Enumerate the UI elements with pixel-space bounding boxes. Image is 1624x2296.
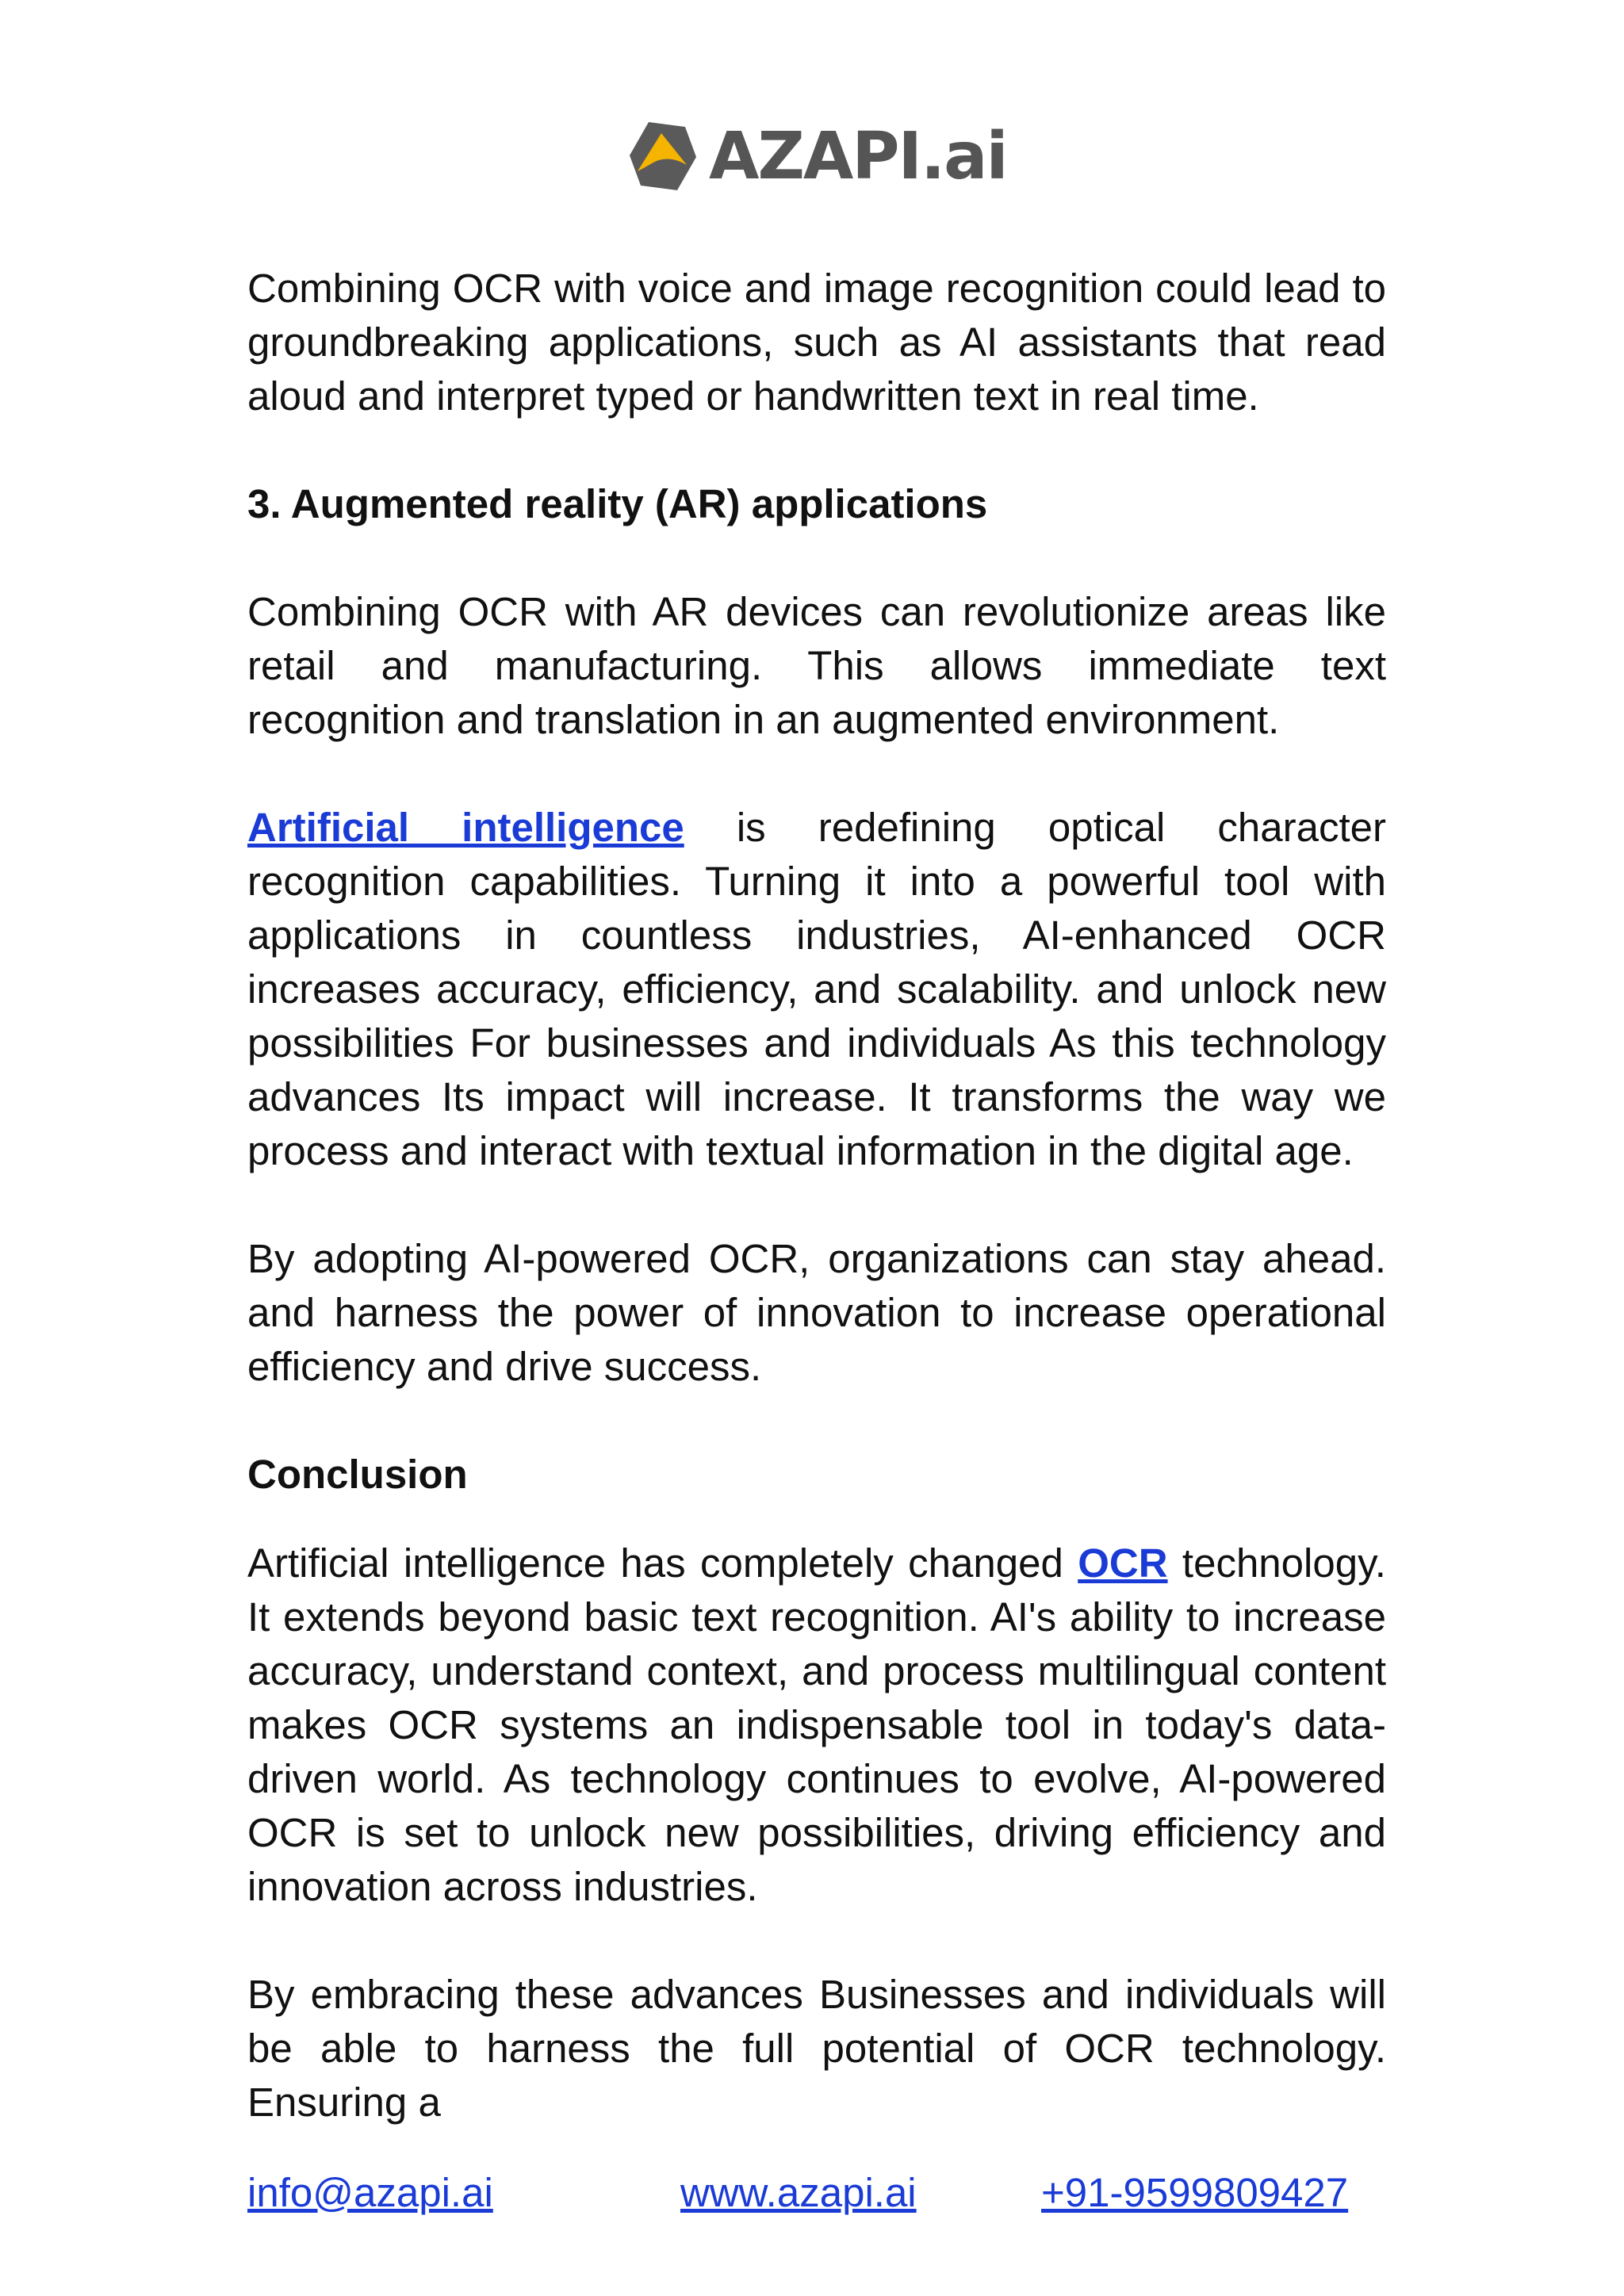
paragraph-conclusion <box>247 1536 1386 1914</box>
paragraph-embracing: By embracing these advances Businesses and individuals will be able to harness the full potential of OCR technology. Ensuring a <box>247 1972 1386 2125</box>
email-link[interactable]: info@azapi.ai <box>247 2170 493 2215</box>
document-body <box>247 262 1386 2183</box>
brand-name: AZAPI.ai <box>709 119 1007 194</box>
phone-link[interactable]: +91-9599809427 <box>1041 2170 1349 2215</box>
paragraph-ai-redefining-text: is redefining optical character recognition capabilities. Turning it into a powerful tool with applications in countless industries, AI-enhanced OCR increases accuracy, efficiency, and scalability. and unlock new possibilities For businesses and individuals As this technology advances Its impact will increase. It transforms the way we process and interact with textual information in the digital age. <box>247 805 1386 1173</box>
ocr-link[interactable]: OCR <box>1078 1540 1168 1586</box>
paragraph-conclusion-text-end: technology. It extends beyond basic text recognition. AI's ability to increase accuracy, understand context, and process multilingual content makes OCR systems an indispensable tool in today's data-driven world. As technology continues to evolve, AI-powered OCR is set to unlock new possibilities, driving efficiency and innovation across industries. <box>247 1540 1386 1909</box>
paragraph-ar: Combining OCR with AR devices can revolutionize areas like retail and manufacturing. This allows immediate text recognition and translation in an augmented environment. <box>247 589 1386 742</box>
paragraph-adopting-ocr: By adopting AI-powered OCR, organizations can stay ahead. and harness the power of innovation to increase operational efficiency and drive success. <box>247 1236 1386 1389</box>
azapi-logo-icon <box>628 119 698 195</box>
heading-ar-applications: 3. Augmented reality (AR) applications <box>247 481 988 526</box>
brand-logo <box>628 117 1007 197</box>
paragraph-conclusion-text-start: Artificial intelligence has completely changed <box>247 1540 1078 1586</box>
paragraph-ocr-voice: Combining OCR with voice and image recognition could lead to groundbreaking applications, such as AI assistants that read aloud and interpret typed or handwritten text in real time. <box>247 266 1386 419</box>
paragraph-ai-redefining <box>247 801 1386 1178</box>
heading-conclusion: Conclusion <box>247 1452 468 1497</box>
artificial-intelligence-link[interactable]: Artificial intelligence <box>247 805 684 850</box>
website-link[interactable]: www.azapi.ai <box>680 2170 917 2215</box>
